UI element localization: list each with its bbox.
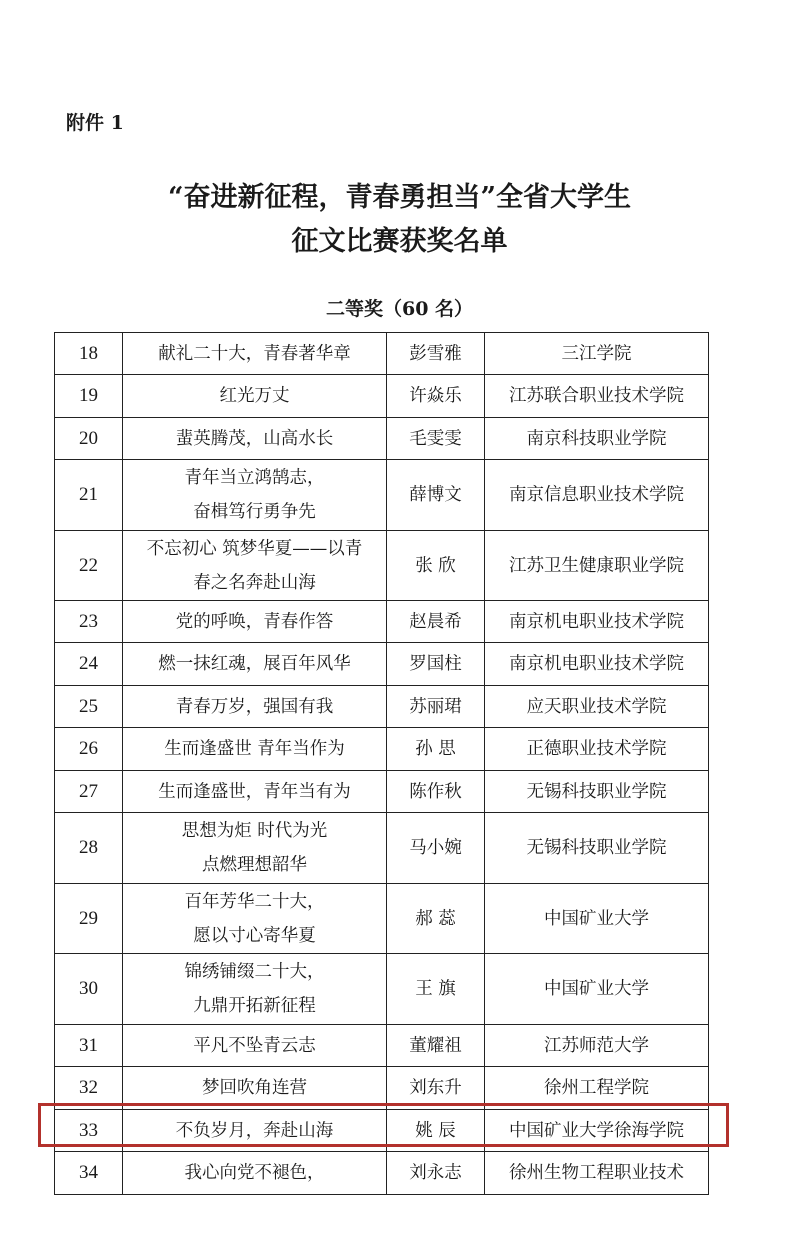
cell-school: 徐州生物工程职业技术 — [485, 1152, 709, 1195]
cell-author: 赵晨希 — [387, 601, 485, 643]
cell-school: 正德职业技术学院 — [485, 728, 709, 771]
table-row — [55, 375, 709, 418]
cell-number: 28 — [55, 813, 123, 884]
cell-author: 彭雪雅 — [387, 333, 485, 375]
cell-author: 许焱乐 — [387, 375, 485, 418]
cell-number: 32 — [55, 1067, 123, 1110]
cell-entry-title: 党的呼唤，青春作答 — [123, 601, 387, 643]
cell-author: 苏丽珺 — [387, 686, 485, 728]
cell-author: 郝 蕊 — [387, 884, 485, 954]
attachment-label: 附件 1 — [66, 112, 124, 134]
cell-number: 30 — [55, 954, 123, 1025]
highlight-box — [38, 1103, 729, 1147]
cell-entry-title: 燃一抹红魂，展百年风华 — [123, 643, 387, 686]
cell-author: 张 欣 — [387, 531, 485, 601]
cell-author: 毛雯雯 — [387, 418, 485, 460]
cell-entry-title: 不负岁月，奔赴山海 — [123, 1110, 387, 1152]
cell-number: 25 — [55, 686, 123, 728]
table-row — [55, 884, 709, 954]
cell-school: 中国矿业大学 — [485, 884, 709, 954]
cell-entry-title: 红光万丈 — [123, 375, 387, 418]
table-row — [55, 418, 709, 460]
cell-entry-title: 献礼二十大，青春著华章 — [123, 333, 387, 375]
cell-number: 21 — [55, 460, 123, 531]
cell-author: 刘东升 — [387, 1067, 485, 1110]
cell-author: 孙 思 — [387, 728, 485, 771]
cell-number: 31 — [55, 1025, 123, 1067]
cell-author: 陈作秋 — [387, 771, 485, 813]
cell-school: 无锡科技职业学院 — [485, 771, 709, 813]
cell-number: 27 — [55, 771, 123, 813]
cell-number: 19 — [55, 375, 123, 418]
cell-entry-title: 百年芳华二十大， 愿以寸心寄华夏 — [123, 884, 387, 954]
cell-number: 34 — [55, 1152, 123, 1195]
cell-entry-title: 青春万岁，强国有我 — [123, 686, 387, 728]
cell-entry-title: 锦绣铺缀二十大， 九鼎开拓新征程 — [123, 954, 387, 1025]
title-line-2: 征文比赛获奖名单 — [291, 226, 508, 257]
table-row — [55, 813, 709, 884]
cell-school: 三江学院 — [485, 333, 709, 375]
table-row — [55, 460, 709, 531]
cell-school: 南京信息职业技术学院 — [485, 460, 709, 531]
cell-school: 中国矿业大学 — [485, 954, 709, 1025]
table-row — [55, 1152, 709, 1195]
cell-author: 罗国柱 — [387, 643, 485, 686]
cell-number: 23 — [55, 601, 123, 643]
cell-school: 无锡科技职业学院 — [485, 813, 709, 884]
cell-author: 姚 辰 — [387, 1110, 485, 1152]
cell-school: 南京机电职业技术学院 — [485, 643, 709, 686]
cell-school: 江苏卫生健康职业学院 — [485, 531, 709, 601]
cell-number: 22 — [55, 531, 123, 601]
table-row — [55, 531, 709, 601]
cell-author: 刘永志 — [387, 1152, 485, 1195]
table-row — [55, 954, 709, 1025]
awards-table-body — [55, 333, 709, 1195]
cell-entry-title: 梦回吹角连营 — [123, 1067, 387, 1110]
table-row — [55, 686, 709, 728]
cell-entry-title: 思想为炬 时代为光 点燃理想韶华 — [123, 813, 387, 884]
cell-school: 中国矿业大学徐海学院 — [485, 1110, 709, 1152]
cell-entry-title: 生而逢盛世 青年当作为 — [123, 728, 387, 771]
cell-author: 董耀祖 — [387, 1025, 485, 1067]
cell-entry-title: 平凡不坠青云志 — [123, 1025, 387, 1067]
cell-number: 33 — [55, 1110, 123, 1152]
cell-entry-title: 不忘初心 筑梦华夏——以青 春之名奔赴山海 — [123, 531, 387, 601]
table-row — [55, 728, 709, 771]
award-level-subtitle: 二等奖（60 名） — [325, 298, 474, 320]
awards-table — [54, 332, 709, 1195]
cell-number: 29 — [55, 884, 123, 954]
title-line-1: “奋进新征程，青春勇担当”全省大学生 — [167, 182, 632, 213]
cell-number: 24 — [55, 643, 123, 686]
cell-number: 20 — [55, 418, 123, 460]
cell-school: 江苏师范大学 — [485, 1025, 709, 1067]
table-row — [55, 601, 709, 643]
table-row — [55, 1025, 709, 1067]
cell-author: 马小婉 — [387, 813, 485, 884]
cell-entry-title: 蜚英腾茂，山高水长 — [123, 418, 387, 460]
cell-school: 江苏联合职业技术学院 — [485, 375, 709, 418]
cell-entry-title: 生而逢盛世，青年当有为 — [123, 771, 387, 813]
cell-school: 应天职业技术学院 — [485, 686, 709, 728]
table-row — [55, 771, 709, 813]
cell-author: 薛博文 — [387, 460, 485, 531]
document-title — [0, 176, 799, 264]
table-row — [55, 333, 709, 375]
cell-school: 徐州工程学院 — [485, 1067, 709, 1110]
cell-entry-title: 我心向党不褪色， — [123, 1152, 387, 1195]
cell-author: 王 旗 — [387, 954, 485, 1025]
cell-school: 南京科技职业学院 — [485, 418, 709, 460]
cell-number: 18 — [55, 333, 123, 375]
cell-number: 26 — [55, 728, 123, 771]
cell-entry-title: 青年当立鸿鹄志， 奋楫笃行勇争先 — [123, 460, 387, 531]
table-row — [55, 643, 709, 686]
cell-school: 南京机电职业技术学院 — [485, 601, 709, 643]
